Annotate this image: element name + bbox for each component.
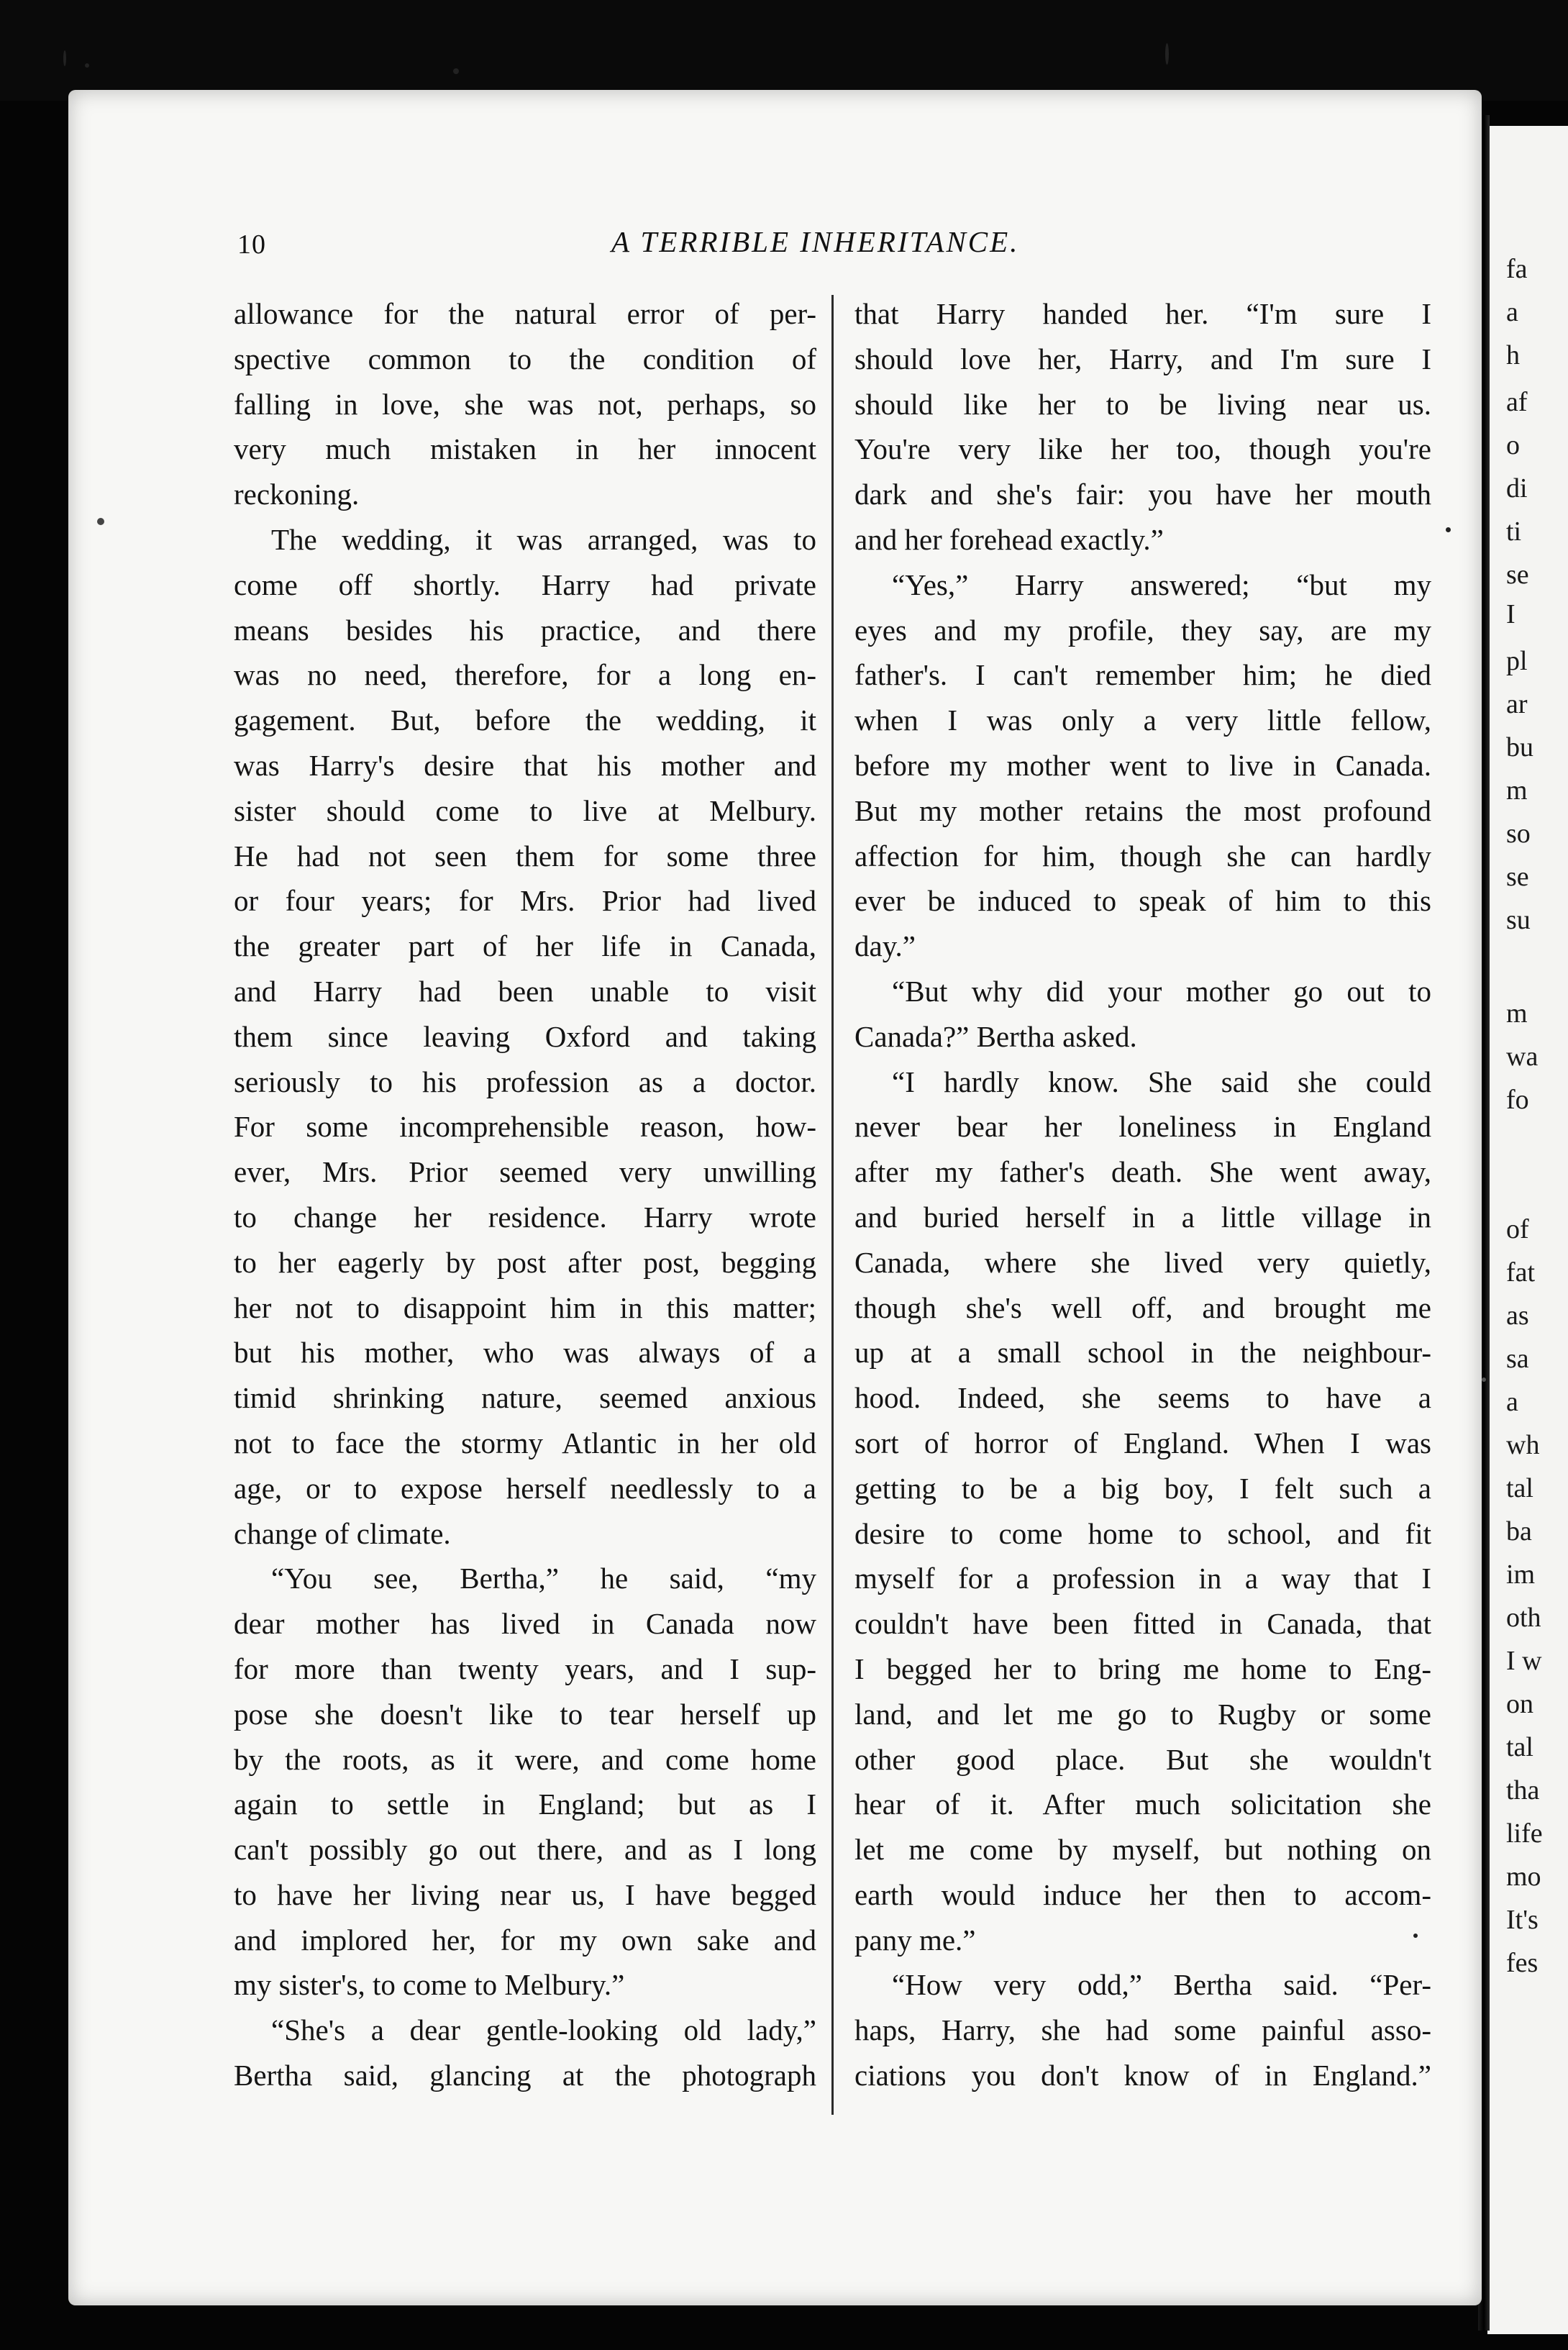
text-line: sister should come to live at Melbury.: [234, 793, 816, 827]
text-line: gagement. But, before the wedding, it: [234, 703, 816, 737]
facing-page-fragment: ar: [1506, 689, 1528, 719]
text-line: dear mother has lived in Canada now: [234, 1607, 816, 1641]
text-line: change of climate.: [234, 1516, 451, 1550]
text-line: earth would induce her then to accom-: [854, 1877, 1431, 1911]
facing-page-fragment: fes: [1506, 1948, 1539, 1978]
text-line: come off shortly. Harry had private: [234, 568, 816, 601]
scan-dark-border: [0, 0, 1568, 101]
text-line: timid shrinking nature, seemed anxious: [234, 1381, 816, 1415]
text-line: was Harry's desire that his mother and: [234, 748, 816, 782]
facing-page-fragment: ba: [1506, 1516, 1532, 1547]
text-line: her not to disappoint him in this matter;: [234, 1290, 816, 1324]
text-line: land, and let me go to Rugby or some: [854, 1697, 1431, 1731]
text-line: my sister's, to come to Melbury.”: [234, 1968, 625, 2002]
text-line: haps, Harry, she had some painful asso-: [854, 2013, 1431, 2047]
page-number: 10: [237, 229, 266, 260]
facing-page-fragment: im: [1506, 1559, 1536, 1590]
facing-page-fragment: ti: [1506, 516, 1522, 547]
facing-page-fragment: a: [1506, 1387, 1518, 1417]
text-line: never bear her loneliness in England: [854, 1110, 1431, 1144]
text-line: eyes and my profile, they say, are my: [854, 613, 1431, 647]
facing-page-fragment: I: [1506, 599, 1515, 629]
text-line: “You see, Bertha,” he said, “my: [271, 1562, 816, 1595]
text-line: For some incomprehensible reason, how-: [234, 1110, 816, 1144]
text-line: “But why did your mother go out to: [892, 974, 1431, 1008]
facing-page-fragment: se: [1506, 560, 1529, 590]
text-line: but his mother, who was always of a: [234, 1336, 816, 1370]
facing-page-fragment: on: [1506, 1689, 1533, 1719]
facing-page-fragment: se: [1506, 862, 1529, 892]
text-line: desire to come home to school, and fit: [854, 1516, 1431, 1550]
running-title: A TERRIBLE INHERITANCE.: [611, 225, 1020, 258]
facing-page-fragment: sa: [1506, 1344, 1529, 1374]
facing-page-fragment: fa: [1506, 254, 1528, 284]
text-line: should like her to be living near us.: [854, 387, 1431, 421]
facing-page-fragment: m: [1506, 998, 1528, 1029]
text-line: But my mother retains the most profound: [854, 793, 1431, 827]
text-line: should love her, Harry, and I'm sure I: [854, 342, 1431, 375]
column-divider-rule: [831, 295, 834, 2115]
text-line: after my father's death. She went away,: [854, 1155, 1431, 1189]
text-line: dark and she's fair: you have her mouth: [854, 478, 1431, 511]
facing-page-fragment: life: [1506, 1818, 1543, 1849]
text-line: not to face the stormy Atlantic in her old: [234, 1426, 816, 1459]
text-line: and her forehead exactly.”: [854, 522, 1164, 556]
text-line: pany me.”: [854, 1923, 976, 1957]
facing-page-fragment: h: [1506, 340, 1520, 370]
text-line: the greater part of her life in Canada,: [234, 929, 816, 963]
text-line: falling in love, she was not, perhaps, so: [234, 387, 816, 421]
text-line: He had not seen them for some three: [234, 839, 816, 873]
text-line: I begged her to bring me home to Eng-: [854, 1652, 1431, 1685]
right-text-column: [854, 291, 1431, 2098]
text-line: let me come by myself, but nothing on: [854, 1833, 1431, 1867]
text-line: again to settle in England; but as I: [234, 1787, 816, 1821]
facing-page-fragment: tha: [1506, 1775, 1540, 1805]
facing-page-fragment: o: [1506, 430, 1520, 460]
text-line: sort of horror of England. When I was: [854, 1426, 1431, 1459]
facing-page-fragment: di: [1506, 473, 1528, 504]
text-line: when I was only a very little fellow,: [854, 703, 1431, 737]
text-line: to her eagerly by post after post, begging: [234, 1245, 816, 1279]
text-line: ever be induced to speak of him to this: [854, 884, 1431, 918]
text-line: to change her residence. Harry wrote: [234, 1200, 816, 1234]
text-line: You're very like her too, though you're: [854, 432, 1431, 466]
text-line: ever, Mrs. Prior seemed very unwilling: [234, 1155, 816, 1189]
text-line: or four years; for Mrs. Prior had lived: [234, 884, 816, 918]
text-line: by the roots, as it were, and come home: [234, 1742, 816, 1776]
text-line: getting to be a big boy, I felt such a: [854, 1471, 1431, 1505]
text-line: up at a small school in the neighbour-: [854, 1336, 1431, 1370]
facing-page-fragment: af: [1506, 387, 1528, 417]
facing-page-fragment: so: [1506, 819, 1531, 849]
facing-page-fragment: fo: [1506, 1085, 1529, 1115]
text-line: them since leaving Oxford and taking: [234, 1019, 816, 1053]
text-line: pose she doesn't like to tear herself up: [234, 1697, 816, 1731]
facing-page-fragment: oth: [1506, 1603, 1541, 1633]
text-line: and buried herself in a little village in: [854, 1200, 1431, 1234]
facing-page-fragment: wa: [1506, 1042, 1539, 1072]
facing-page-fragment: bu: [1506, 732, 1533, 762]
facing-page-edge: [1487, 126, 1568, 2334]
facing-page-fragment: It's: [1506, 1905, 1539, 1935]
text-line: “She's a dear gentle-looking old lady,”: [271, 2013, 816, 2047]
text-line: that Harry handed her. “I'm sure I: [854, 297, 1431, 330]
text-line: couldn't have been fitted in Canada, that: [854, 1607, 1431, 1641]
text-line: and implored her, for my own sake and: [234, 1923, 816, 1957]
text-line: before my mother went to live in Canada.: [854, 748, 1431, 782]
text-line: ciations you don't know of in England.”: [854, 2059, 1431, 2092]
facing-page-fragment: of: [1506, 1214, 1529, 1244]
text-line: other good place. But she wouldn't: [854, 1742, 1431, 1776]
facing-page-fragment: tal: [1506, 1473, 1533, 1503]
text-line: and Harry had been unable to visit: [234, 974, 816, 1008]
text-line: was no need, therefore, for a long en-: [234, 658, 816, 692]
facing-page-fragment: pl: [1506, 646, 1528, 676]
text-line: Canada, where she lived very quietly,: [854, 1245, 1431, 1279]
text-line: hear of it. After much solicitation she: [854, 1787, 1431, 1821]
facing-page-fragment: I w: [1506, 1646, 1542, 1676]
text-line: for more than twenty years, and I sup-: [234, 1652, 816, 1685]
text-line: age, or to expose herself needlessly to a: [234, 1471, 816, 1505]
facing-page-fragment: as: [1506, 1301, 1529, 1331]
text-line: though she's well off, and brought me: [854, 1290, 1431, 1324]
text-line: can't possibly go out there, and as I long: [234, 1833, 816, 1867]
text-line: Bertha said, glancing at the photograph: [234, 2059, 816, 2092]
text-line: day.”: [854, 929, 916, 963]
text-line: reckoning.: [234, 478, 360, 511]
facing-page-fragment: wh: [1506, 1430, 1540, 1460]
left-text-column: [234, 291, 816, 2098]
text-line: seriously to his profession as a doctor.: [234, 1065, 816, 1098]
text-line: father's. I can't remember him; he died: [854, 658, 1431, 692]
text-line: very much mistaken in her innocent: [234, 432, 816, 466]
text-line: “How very odd,” Bertha said. “Per-: [892, 1968, 1431, 2002]
text-line: The wedding, it was arranged, was to: [271, 522, 816, 556]
text-line: “I hardly know. She said she could: [892, 1065, 1431, 1098]
text-line: allowance for the natural error of per-: [234, 297, 816, 330]
facing-page-fragment: m: [1506, 775, 1528, 806]
text-line: myself for a profession in a way that I: [854, 1562, 1431, 1595]
text-line: affection for him, though she can hardly: [854, 839, 1431, 873]
facing-page-fragment: su: [1506, 905, 1531, 935]
facing-page-fragment: a: [1506, 297, 1518, 327]
text-line: “Yes,” Harry answered; “but my: [892, 568, 1431, 601]
facing-page-fragment: fat: [1506, 1257, 1536, 1288]
text-line: means besides his practice, and there: [234, 613, 816, 647]
text-line: Canada?” Bertha asked.: [854, 1019, 1137, 1053]
facing-page-fragment: mo: [1506, 1862, 1541, 1892]
text-line: to have her living near us, I have begged: [234, 1877, 816, 1911]
text-line: spective common to the condition of: [234, 342, 816, 375]
facing-page-fragment: tal: [1506, 1732, 1533, 1762]
text-line: hood. Indeed, she seems to have a: [854, 1381, 1431, 1415]
